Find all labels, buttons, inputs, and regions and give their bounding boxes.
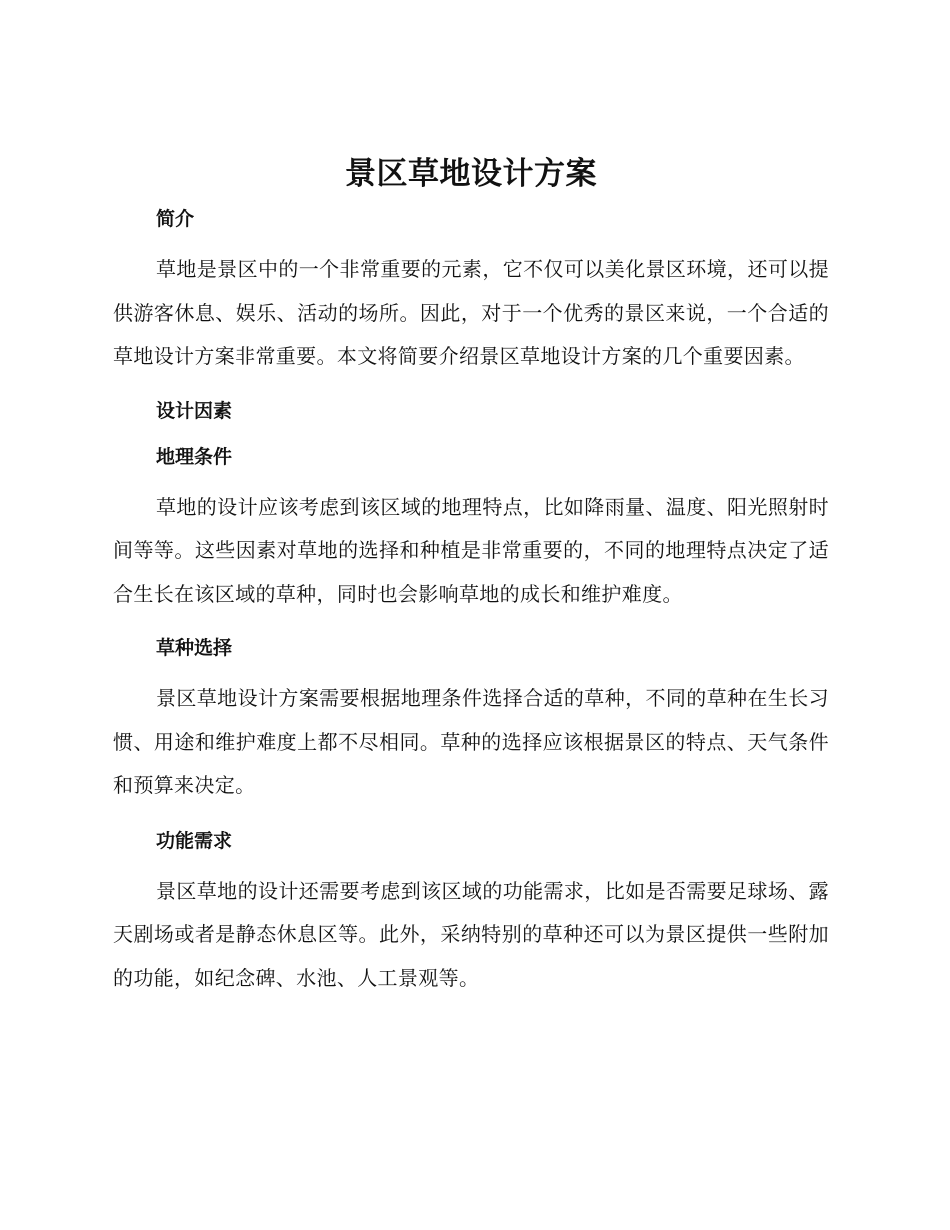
heading-introduction: 简介	[156, 208, 195, 230]
document-title: 景区草地设计方案	[345, 156, 597, 192]
heading-geographic-conditions: 地理条件	[156, 445, 233, 468]
heading-grass-selection: 草种选择	[156, 637, 233, 659]
paragraph-introduction: 草地是景区中的一个非常重要的元素，它不仅可以美化景区环境，还可以提供游客休息、娱乐、活动的场所。因此，对于一个优秀的景区来说，一个合适的草地设计方案非常重要。本文将简要介绍景区草地设计方案的几个重要因素。	[113, 257, 829, 368]
paragraph-grass-selection: 景区草地设计方案需要根据地理条件选择合适的草种，不同的草种在生长习惯、用途和维护难度上都不尽相同。草种的选择应该根据景区的特点、天气条件和预算来决定。	[113, 686, 829, 797]
heading-functional-requirements: 功能需求	[156, 829, 233, 852]
paragraph-functional-requirements: 景区草地的设计还需要考虑到该区域的功能需求，比如是否需要足球场、露天剧场或者是静态休息区等。此外，采纳特别的草种还可以为景区提供一些附加的功能，如纪念碑、水池、人工景观等。	[113, 878, 829, 990]
paragraph-geographic-conditions: 草地的设计应该考虑到该区域的地理特点，比如降雨量、温度、阳光照射时间等等。这些因素对草地的选择和种植是非常重要的，不同的地理特点决定了适合生长在该区域的草种，同时也会影响草地的成长和维护难度。	[113, 494, 829, 606]
heading-design-factors: 设计因素	[156, 399, 233, 422]
document-page	[113, 152, 829, 1000]
